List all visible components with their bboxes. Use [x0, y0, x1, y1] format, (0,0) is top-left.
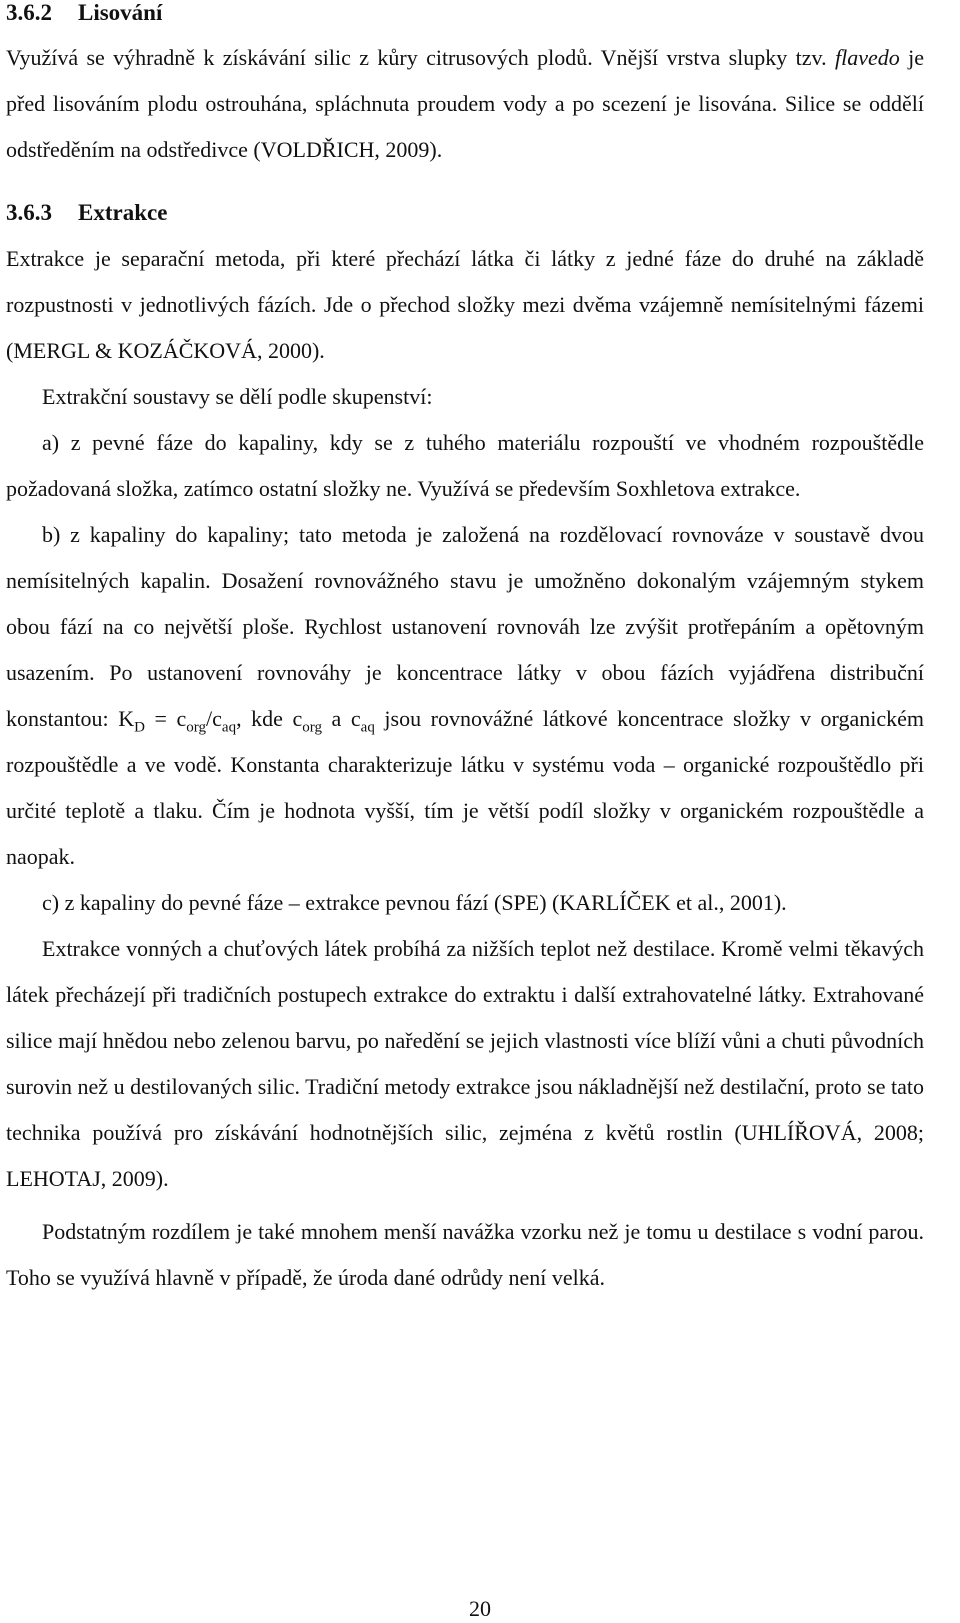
paragraph-lisovani	[6, 35, 924, 173]
paragraph-item-b	[6, 512, 924, 880]
text-run: a c	[321, 706, 361, 731]
paragraph-item-c: c) z kapaliny do pevné fáze – extrakce pevnou fází (SPE) (KARLÍČEK et al., 2001).	[42, 890, 787, 915]
subscript: org	[186, 719, 207, 736]
section-number: 3.6.2	[6, 0, 52, 25]
document-page	[6, 0, 924, 1301]
text-run: je před lisováním plodu ostrouhána, spláchnuta proudem vody a po scezení je lisována. Silice se oddělí odstředěním na odstředivce (VOLDŘICH, 2009).	[6, 45, 924, 162]
paragraph-item-a: a) z pevné fáze do kapaliny, kdy se z tuhého materiálu rozpouští ve vhodném rozpouštědle požadovaná složka, zatímco ostatní složky ne. Využívá se především Soxhletova extrakce.	[6, 430, 924, 501]
paragraph-vonne-latky: Extrakce vonných a chuťových látek probíhá za nižších teplot než destilace. Kromě velmi těkavých látek přecházejí při tradičních postupech extrakce do extraktu i další extrahovatelné látky. Extrahované silice mají hnědou nebo zelenou barvu, po naředění se jejich vlastnosti více blíží vůni a chuti původních surovin než u destilovaných silic. Tradiční metody extrakce jsou nákladnější než destilační, proto se tato technika používá pro získávání hodnotnějších silic, zejména z květů rostlin (UHLÍŘOVÁ, 2008; LEHOTAJ, 2009).	[6, 936, 924, 1191]
subscript: aq	[221, 719, 237, 736]
text-run: Využívá se výhradně k získávání silic z kůry citrusových plodů. Vnější vrstva slupky tzv.	[6, 45, 835, 70]
paragraph-soustavy: Extrakční soustavy se dělí podle skupenství:	[42, 384, 433, 409]
subscript: D	[134, 719, 145, 736]
subscript: org	[302, 719, 322, 736]
text-run: b) z kapaliny do kapaliny; tato metoda je založená na rozdělovací rovnováze v soustavě dvou nemísitelných kapalin. Dosažení rovnovážného stavu je umožněno dokonalým vzájemným stykem obou fází na co největší ploše. Rychlost ustanovení rovnováh lze zvýšit protřepáním a opětovným usazením. Po ustanovení rovnováhy je koncentrace látky v obou fázích vyjádřena distribuční konstantou: K	[6, 522, 924, 731]
section-heading-lisovani	[6, 0, 924, 26]
text-run: jsou rovnovážné látkové koncentrace složky v organickém rozpouštědle a ve vodě. Konstanta charakterizuje látku v systému voda – organické rozpouštědlo při určité teplotě a tlaku. Čím je hodnota vyšší, tím je větší podíl složky v organickém rozpouštědle a naopak.	[6, 706, 925, 869]
section-title: Extrakce	[78, 200, 168, 225]
paragraph-extrakce-intro: Extrakce je separační metoda, při které přechází látka či látky z jedné fáze do druhé na základě rozpustnosti v jednotlivých fázích. Jde o přechod složky mezi dvěma vzájemně nemísitelnými fázemi (MERGL & KOZÁČKOVÁ, 2000).	[6, 246, 924, 363]
page-number: 20	[469, 1596, 491, 1621]
italic-term: flavedo	[834, 45, 900, 70]
section-title: Lisování	[78, 0, 163, 25]
text-run: /c	[206, 706, 222, 731]
text-run: , kde c	[236, 706, 303, 731]
section-number: 3.6.3	[6, 200, 52, 225]
section-heading-extrakce	[6, 200, 924, 226]
subscript: aq	[360, 719, 375, 736]
paragraph-rozdil: Podstatným rozdílem je také mnohem menší navážka vzorku než je tomu u destilace s vodní parou. Toho se využívá hlavně v případě, že úroda dané odrůdy není velká.	[6, 1219, 924, 1290]
text-run: = c	[144, 706, 187, 731]
